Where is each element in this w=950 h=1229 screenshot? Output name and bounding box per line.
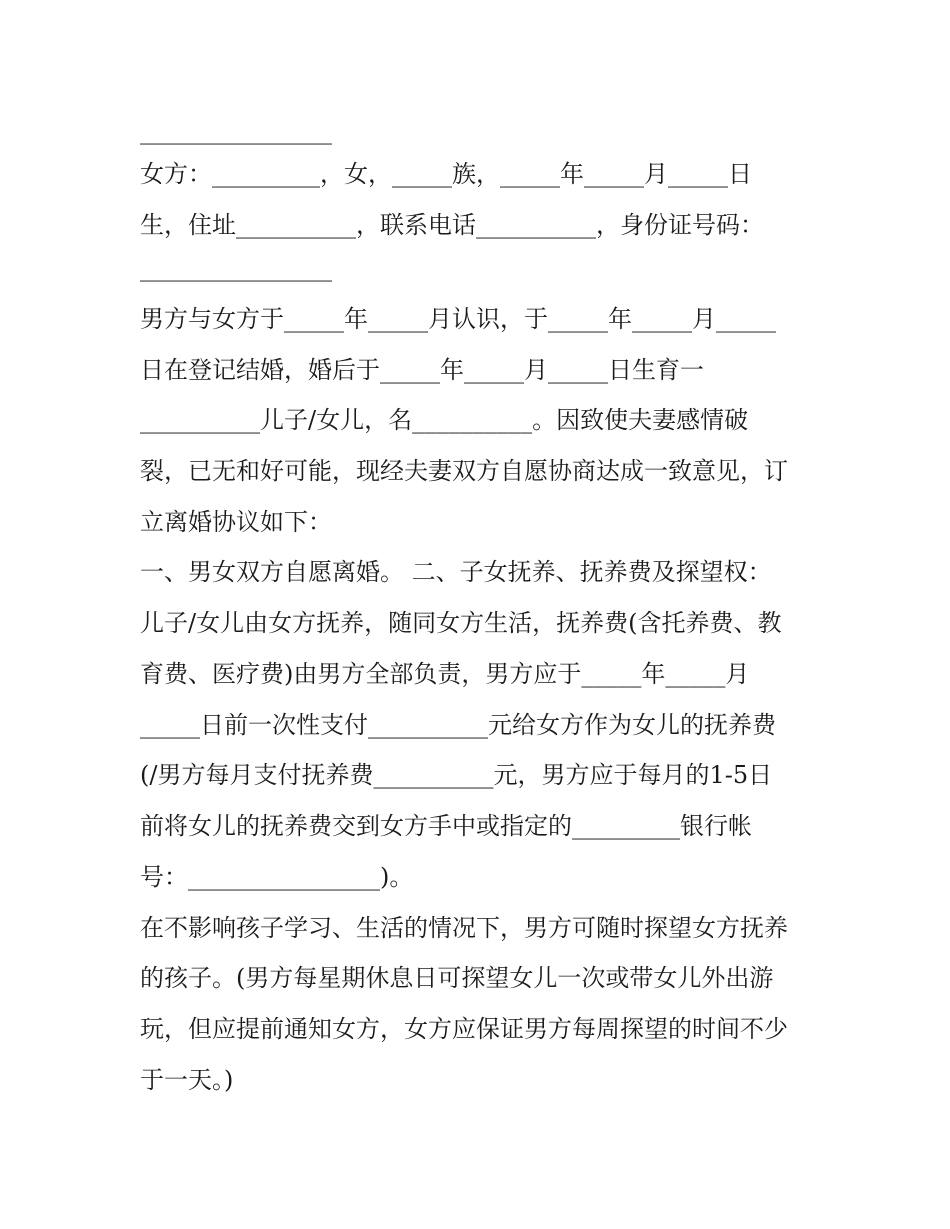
text-line: 在不影响孩子学习、生活的情况下，男方可随时探望女方抚养 <box>140 914 788 942</box>
text-line: _____日前一次性支付__________元给女方作为女儿的抚养费 <box>140 711 776 739</box>
text-line: 育费、医疗费)由男方全部负责，男方应于_____年_____月 <box>140 660 750 688</box>
text-line: ________________ <box>140 117 332 145</box>
text-line: 儿子/女儿由女方抚养，随同女方生活，抚养费(含托养费、教 <box>140 609 782 637</box>
text-line: 裂，已无和好可能，现经夫妻双方自愿协商达成一致意见，订 <box>140 457 788 485</box>
text-line: 前将女儿的抚养费交到女方手中或指定的_________银行帐 <box>140 812 752 840</box>
text-line: 玩，但应提前通知女方，女方应保证男方每周探望的时间不少 <box>140 1015 788 1043</box>
text-line: 男方与女方于_____年_____月认识，于_____年_____月_____ <box>140 305 776 333</box>
text-line: 女方：_________，女，_____族，_____年_____月_____日 <box>140 160 752 188</box>
text-line: 一、男女双方自愿离婚。 二、子女抚养、抚养费及探望权： <box>140 558 772 586</box>
text-line: 于一天。) <box>140 1066 234 1094</box>
text-line: __________儿子/女儿，名__________。因致使夫妻感情破 <box>140 406 749 434</box>
text-line: 的孩子。(男方每星期休息日可探望女儿一次或带女儿外出游 <box>140 964 774 992</box>
text-line: ________________ <box>140 254 332 282</box>
text-line: (/男方每月支付抚养费__________元，男方应于每月的1-5日 <box>140 761 773 789</box>
text-line: 日在登记结婚，婚后于_____年_____月_____日生育一 <box>140 356 704 384</box>
text-line: 号：________________)。 <box>140 863 414 891</box>
text-line: 立离婚协议如下： <box>140 508 332 536</box>
text-line: 生，住址__________，联系电话__________，身份证号码： <box>140 211 764 239</box>
